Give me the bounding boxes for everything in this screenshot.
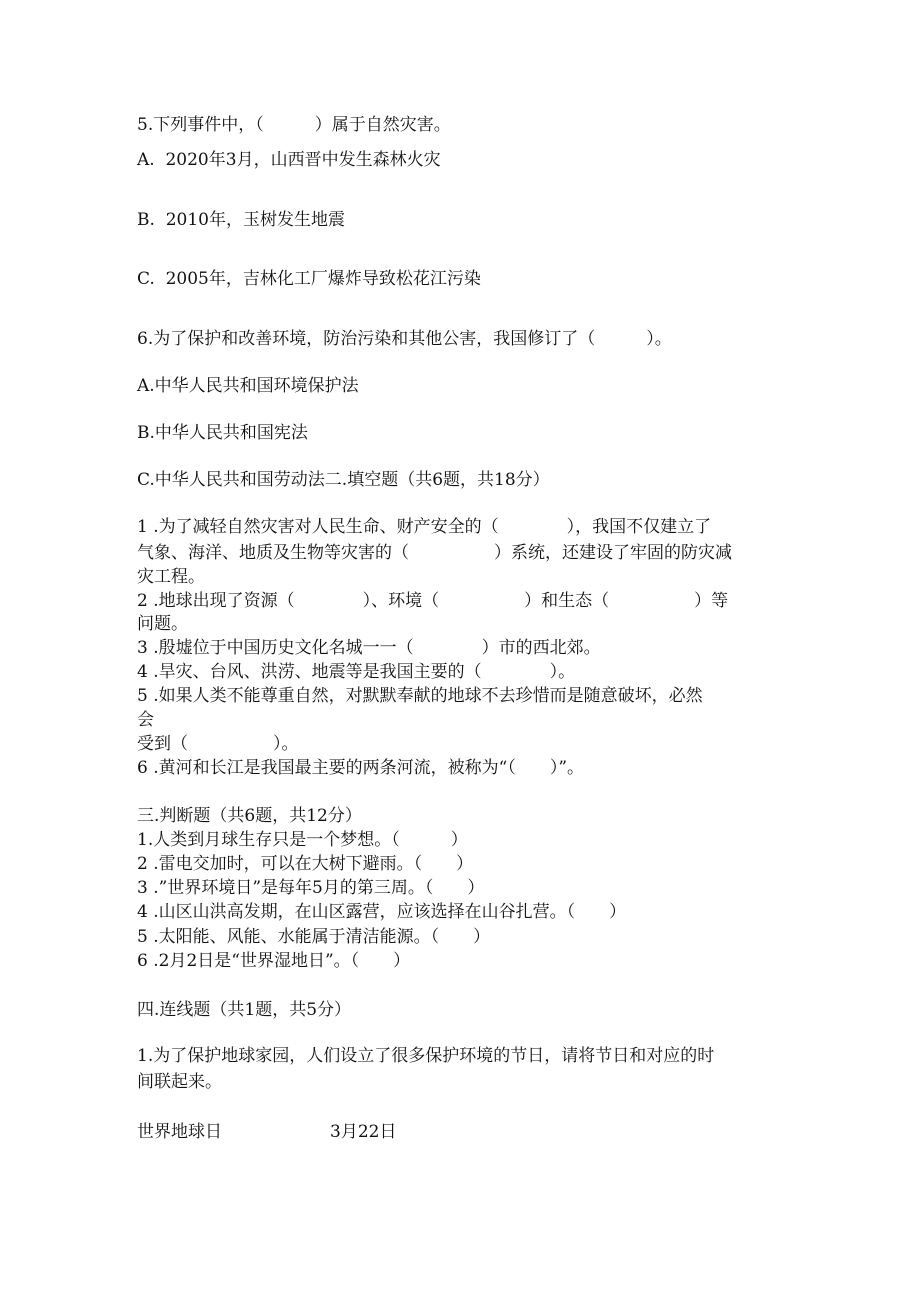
matching-right-item: 3月22日 xyxy=(330,1122,397,1142)
judge-section-title: 三.判断题（共6题，共12分） xyxy=(137,806,362,826)
judge-item: 6 .2月2日是“世界湿地日”。（ ） xyxy=(137,951,411,971)
fill-in-line: 1 .为了减轻自然灾害对人民生命、财产安全的（ ），我国不仅建立了 xyxy=(137,517,712,537)
fill-in-line: 受到（ ）。 xyxy=(137,734,299,754)
judge-item: 1.人类到月球生存只是一个梦想。（ ） xyxy=(137,830,468,850)
question-5-option-a: A. 2020年3月，山西晋中发生森林火灾 xyxy=(137,150,441,170)
question-6-option-a: A.中华人民共和国环境保护法 xyxy=(137,376,359,396)
fill-in-line: 灾工程。 xyxy=(137,567,205,587)
matching-question-line: 间联起来。 xyxy=(137,1072,222,1092)
fill-in-line: 5 .如果人类不能尊重自然，对默默奉献的地球不去珍惜而是随意破坏，必然 xyxy=(137,686,703,706)
question-6-stem: 6.为了保护和改善环境，防治污染和其他公害，我国修订了（ ）。 xyxy=(137,329,672,349)
judge-item: 3 .”世界环境日”是每年5月的第三周。（ ） xyxy=(137,878,485,898)
judge-item: 2 .雷电交加时，可以在大树下避雨。（ ） xyxy=(137,854,474,874)
fill-in-line: 会 xyxy=(137,710,154,730)
fill-in-line: 6 .黄河和长江是我国最主要的两条河流，被称为“（ ）”。 xyxy=(137,758,585,778)
matching-left-item: 世界地球日 xyxy=(137,1122,222,1142)
matching-question-line: 1.为了保护地球家园，人们设立了很多保护环境的节日，请将节日和对应的时 xyxy=(137,1046,715,1066)
matching-section-title: 四.连线题（共1题，共5分） xyxy=(137,1000,352,1020)
judge-item: 5 .太阳能、风能、水能属于清洁能源。（ ） xyxy=(137,927,491,947)
question-5-option-b: B. 2010年，玉树发生地震 xyxy=(137,210,345,230)
question-5-option-c: C. 2005年，吉林化工厂爆炸导致松花江污染 xyxy=(137,269,481,289)
fill-in-line: 2 .地球出现了资源（ ）、环境（ ）和生态（ ）等 xyxy=(137,591,729,611)
fill-in-line: 4 .旱灾、台风、洪涝、地震等是我国主要的（ ）。 xyxy=(137,662,576,682)
judge-item: 4 .山区山洪高发期，在山区露营，应该选择在山谷扎营。（ ） xyxy=(137,902,627,922)
question-5-stem: 5.下列事件中，（ ）属于自然灾害。 xyxy=(137,115,451,135)
fill-in-line: 气象、海洋、地质及生物等灾害的（ ）系统，还建设了牢固的防灾减 xyxy=(137,543,732,563)
fill-in-line: 3 .殷墟位于中国历史文化名城一一（ ）市的西北郊。 xyxy=(137,638,601,658)
fill-in-line: 问题。 xyxy=(137,614,188,634)
question-6-option-c: C.中华人民共和国劳动法二.填空题（共6题，共18分） xyxy=(137,470,550,490)
question-6-option-b: B.中华人民共和国宪法 xyxy=(137,423,308,443)
